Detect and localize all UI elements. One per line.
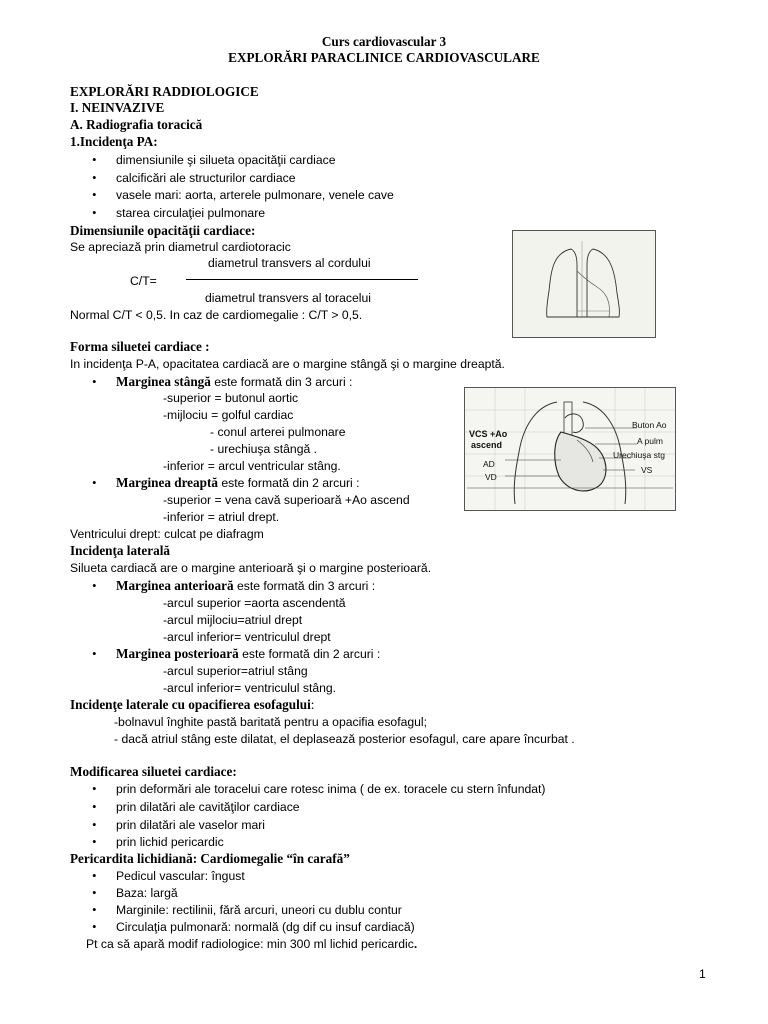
left-arc-line: - conul arterei pulmonare xyxy=(210,425,346,439)
anterior-margin-line: Marginea anterioară este formată din 3 arcuri : xyxy=(116,578,376,593)
ct-denominator: diametrul transvers al toracelui xyxy=(205,291,371,305)
right-margin-line: Marginea dreaptă este formată din 2 arcuri : xyxy=(116,475,360,490)
left-margin-line: Marginea stângă este formată din 3 arcuri : xyxy=(116,374,353,389)
vs-label: VS xyxy=(641,465,653,475)
fraction-bar xyxy=(186,279,418,280)
list-item: prin dilatări ale cavităţilor cardiace xyxy=(116,800,300,814)
posterior-margin-line: Marginea posterioară este formată din 2 arcuri : xyxy=(116,646,381,661)
ct-heading: Dimensiunile opacităţii cardiace: xyxy=(70,223,256,238)
list-item: dimensiunile şi silueta opacităţii cardiace xyxy=(116,153,336,167)
peri-last-line: Pt ca să apară modif radiologice: min 300 ml lichid pericardic. xyxy=(86,937,418,951)
list-item: Baza: largă xyxy=(116,886,178,900)
right-arc-line: -superior = vena cavă superioară +Ao ascend xyxy=(163,493,410,507)
bullet-icon: • xyxy=(92,902,97,917)
ct-label: C/T= xyxy=(130,274,157,288)
bullet-icon: • xyxy=(92,187,97,202)
eso-heading: Incidenţe laterale cu opacifierea esofagului: xyxy=(70,697,315,712)
subsubsection-heading: A. Radiografia toracică xyxy=(70,117,203,132)
list-item: starea circulaţiei pulmonare xyxy=(116,206,266,220)
bullet-icon: • xyxy=(92,919,97,934)
bullet-icon: • xyxy=(92,781,97,796)
bullet-icon: • xyxy=(92,578,97,593)
ct-normal: Normal C/T < 0,5. In caz de cardiomegalie : C/T > 0,5. xyxy=(70,308,363,322)
lateral-intro: Silueta cardiacă are o margine anterioară şi o margine posterioară. xyxy=(70,561,432,575)
anterior-arc-line: -arcul mijlociu=atriul drept xyxy=(163,613,303,627)
ct-numerator: diametrul transvers al cordului xyxy=(208,256,371,270)
page-number: 1 xyxy=(699,967,706,981)
bullet-icon: • xyxy=(92,799,97,814)
eso-line: -bolnavul înghite pastă baritată pentru a opacifia esofagul; xyxy=(114,715,428,729)
heart-silhouette-figure xyxy=(464,387,676,511)
document-title: EXPLORĂRI PARACLINICE CARDIOVASCULARE xyxy=(228,50,540,65)
list-item: prin dilatări ale vaselor mari xyxy=(116,818,266,832)
bullet-icon: • xyxy=(92,817,97,832)
bullet-icon: • xyxy=(92,205,97,220)
left-arc-line: - urechiuşa stângă . xyxy=(210,442,318,456)
apulm-label: A pulm xyxy=(637,436,663,446)
course-title: Curs cardiovascular 3 xyxy=(321,34,447,49)
buton-label: Buton Ao xyxy=(632,420,667,430)
incidenta-pa-heading: 1.Incidenţa PA: xyxy=(70,134,158,149)
posterior-arc-line: -arcul superior=atriul stâng xyxy=(163,664,308,678)
list-item: prin deformări ale toracelui care rotesc inima ( de ex. toracele cu stern înfundat) xyxy=(116,782,546,796)
list-item: Marginile: rectilinii, fără arcuri, uneori cu dublu contur xyxy=(116,903,402,917)
anterior-arc-line: -arcul inferior= ventriculul drept xyxy=(163,630,331,644)
forma-intro: In incidenţa P-A, opacitatea cardiacă are o margine stângă şi o margine dreaptă. xyxy=(70,357,505,371)
list-item: Pedicul vascular: îngust xyxy=(116,869,245,883)
bullet-icon: • xyxy=(92,475,97,490)
list-item: prin lichid pericardic xyxy=(116,835,224,849)
posterior-arc-line: -arcul inferior= ventriculul stâng. xyxy=(163,681,337,695)
eso-line: - dacă atriul stâng este dilatat, el deplasează posterior esofagul, care apare încurbat . xyxy=(114,732,575,746)
vcs-label: VCS +Ao xyxy=(469,429,508,439)
lateral-heading: Incidenţa laterală xyxy=(70,543,170,558)
left-arc-line: -inferior = arcul ventricular stâng. xyxy=(163,459,341,473)
right-arc-line: -inferior = atriul drept. xyxy=(163,510,280,524)
left-arc-line: -superior = butonul aortic xyxy=(163,391,299,405)
ad-label: AD xyxy=(483,459,495,469)
bullet-icon: • xyxy=(92,885,97,900)
urechiusa-label: Urechiuşa stg xyxy=(613,450,665,460)
bullet-icon: • xyxy=(92,646,97,661)
bullet-icon: • xyxy=(92,374,97,389)
ascend-label: ascend xyxy=(471,440,503,450)
chest-xray-figure xyxy=(512,230,656,338)
left-arc-line: -mijlociu = golful cardiac xyxy=(163,408,294,422)
subsection-heading: I. NEINVAZIVE xyxy=(70,100,165,115)
ct-intro: Se apreciază prin diametrul cardiotoracic xyxy=(70,240,291,254)
bullet-icon: • xyxy=(92,868,97,883)
heart-silhouette-drawing xyxy=(465,388,675,510)
bullet-icon: • xyxy=(92,152,97,167)
bullet-icon: • xyxy=(92,834,97,849)
chest-xray-drawing xyxy=(513,231,655,337)
list-item: vasele mari: aorta, arterele pulmonare, venele cave xyxy=(116,188,394,202)
bullet-icon: • xyxy=(92,170,97,185)
section-heading: EXPLORĂRI RADDIOLOGICE xyxy=(70,84,259,99)
peri-heading: Pericardita lichidiană: Cardiomegalie “în carafă” xyxy=(70,851,350,866)
forma-heading: Forma siluetei cardiace : xyxy=(70,339,210,354)
list-item: calcificări ale structurilor cardiace xyxy=(116,171,296,185)
vd-line: Ventricului drept: culcat pe diafragm xyxy=(70,527,264,541)
list-item: Circulaţia pulmonară: normală (dg dif cu insuf cardiacă) xyxy=(116,920,415,934)
anterior-arc-line: -arcul superior =aorta ascendentă xyxy=(163,596,346,610)
vd-label: VD xyxy=(485,472,497,482)
modif-heading: Modificarea siluetei cardiace: xyxy=(70,764,237,779)
